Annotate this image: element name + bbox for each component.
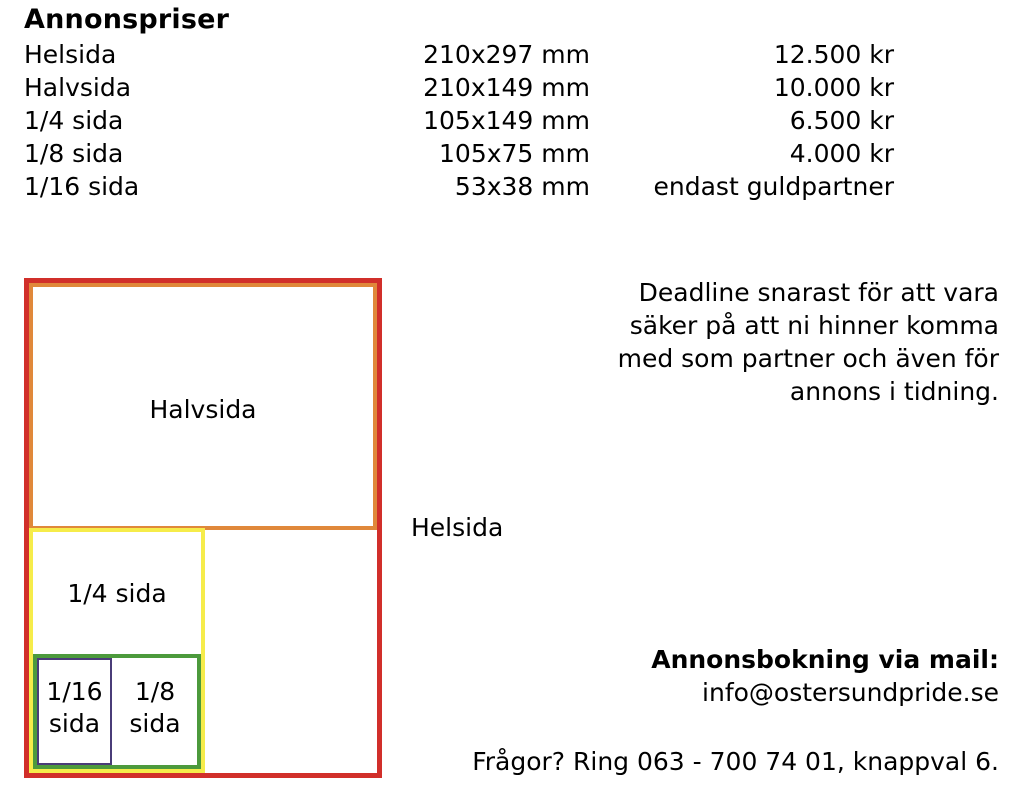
price-row-size: 105x75 mm bbox=[439, 139, 590, 168]
price-row-price: 12.500 kr bbox=[773, 40, 894, 69]
price-row-price: 6.500 kr bbox=[789, 106, 894, 135]
price-row-price: 4.000 kr bbox=[789, 139, 894, 168]
price-row-name: Helsida bbox=[24, 40, 117, 69]
kvartssida-label: 1/4 sida bbox=[67, 579, 167, 608]
helsida-label: Helsida bbox=[411, 513, 504, 542]
price-row-size: 210x297 mm bbox=[423, 40, 590, 69]
page-title: Annonspriser bbox=[24, 4, 230, 35]
halvsida-label: Halvsida bbox=[149, 395, 257, 424]
booking-heading: Annonsbokning via mail: bbox=[651, 645, 999, 674]
attondelssida-label: 1/8 sida bbox=[129, 677, 181, 738]
price-row-size: 105x149 mm bbox=[423, 106, 590, 135]
deadline-text: Deadline snarast för att vara säker på att ni hinner komma med som partner och även för annons i tidning. bbox=[617, 278, 999, 406]
price-row-kvartssida bbox=[24, 104, 894, 137]
sextondelssida-label: 1/16 sida bbox=[46, 677, 103, 738]
price-row-helsida bbox=[24, 38, 894, 71]
price-table bbox=[24, 38, 894, 203]
price-row-name: Halvsida bbox=[24, 73, 132, 102]
halvsida-box bbox=[29, 283, 377, 530]
price-row-size: 53x38 mm bbox=[454, 172, 590, 201]
phone-info: Frågor? Ring 063 - 700 74 01, knappval 6. bbox=[472, 747, 999, 776]
price-row-price: endast guldpartner bbox=[653, 172, 894, 201]
sextondelssida-box bbox=[37, 658, 112, 765]
price-row-size: 210x149 mm bbox=[423, 73, 590, 102]
price-row-halvsida bbox=[24, 71, 894, 104]
booking-email: info@ostersundpride.se bbox=[702, 678, 999, 707]
price-row-name: 1/8 sida bbox=[24, 139, 124, 168]
price-row-name: 1/4 sida bbox=[24, 106, 124, 135]
price-row-name: 1/16 sida bbox=[24, 172, 140, 201]
price-row-price: 10.000 kr bbox=[773, 73, 894, 102]
price-row-attondelssida bbox=[24, 137, 894, 170]
price-row-sextondelssida bbox=[24, 170, 894, 203]
